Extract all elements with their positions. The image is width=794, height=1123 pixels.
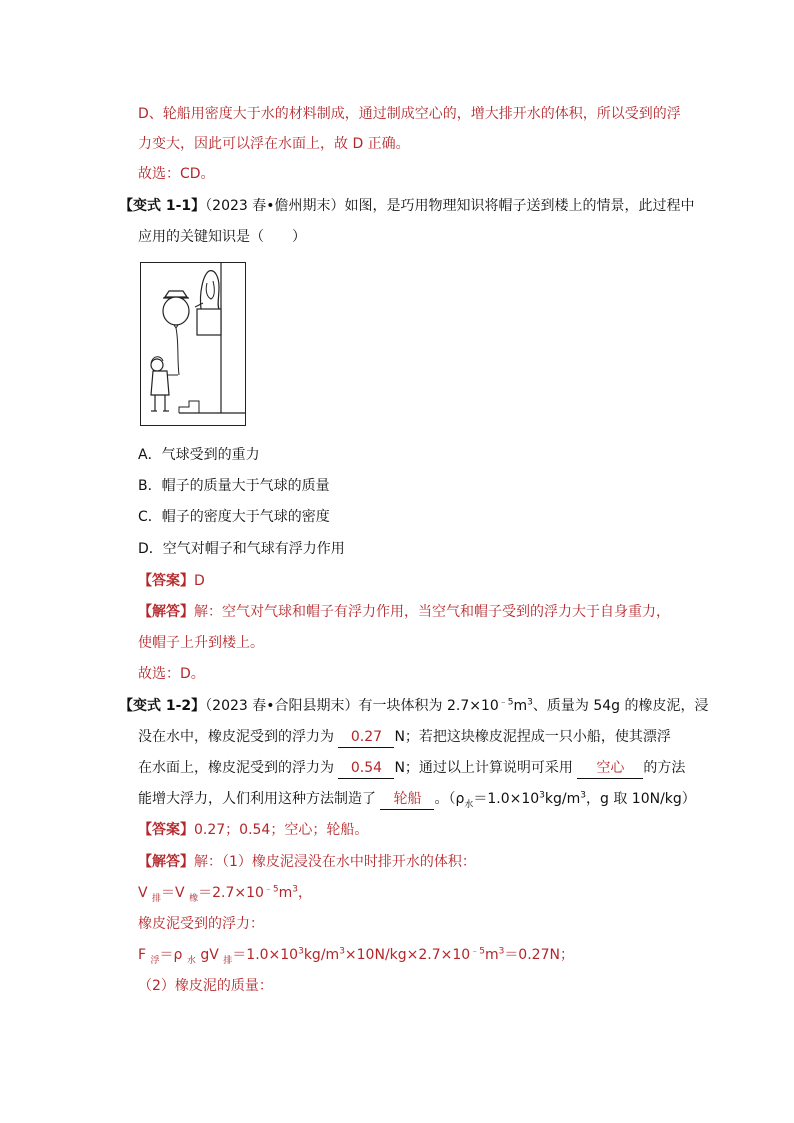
subscript: 水 [464,799,474,810]
blank-answer: 0.54 [350,760,383,776]
question-text: N；通过以上计算说明可采用 [394,760,573,776]
option-c: C．帽子的密度大于气球的密度 [138,509,330,525]
question-text-line [138,758,685,779]
analysis-text: （2）橡皮泥的质量： [138,978,273,994]
exponent: 3 [498,946,505,957]
formula-volume [138,883,312,903]
unit: m [484,947,499,963]
question-stem [119,196,695,216]
exponent: 3 [580,790,586,801]
question-text: 应用的关键知识是（ ） [138,229,306,245]
balloon-hat-illustration [140,262,246,426]
formula-part: ， [298,885,313,901]
question-source: （2023 春•儋州期末） [205,198,345,214]
fill-blank-3 [577,758,643,779]
answer-analysis-line: 力变大，因此可以浮在水面上，故 D 正确。 [138,136,410,152]
unit: kg/m [544,791,581,807]
question-text: ＝1.0×10 [473,791,540,807]
question-tag: 【变式 1-1】 [119,198,206,214]
question-text-line [138,727,671,748]
formula-part: ×10N/kg×2.7×10 [344,947,471,963]
formula-part: ＝2.7×10 [198,885,264,901]
exponent: 3 [339,946,345,957]
question-text: 的方法 [643,760,686,776]
analysis-row [138,852,476,872]
formula-part: gV [195,947,224,963]
analysis-text: 解：（1）橡皮泥浸没在水中时排开水的体积： [194,854,476,870]
subscript: 浮 [150,955,160,966]
question-text: 没在水中，橡皮泥受到的浮力为 [138,729,334,745]
fill-blank-4 [380,789,434,810]
unit: m [278,885,293,901]
formula-part: F [138,947,151,963]
fill-blank-2 [338,758,394,779]
option-a: A．气球受到的重力 [138,447,260,463]
blank-answer: 空心 [596,760,625,776]
answer-row [138,820,368,840]
question-text: 、质量为 54g 的橡皮泥，浸 [532,698,709,714]
unit: kg/m [303,947,340,963]
exponent: 3 [527,697,533,708]
answer-label: 【答案】 [138,822,194,838]
answer-row [138,571,205,591]
question-tag: 【变式 1-2】 [119,698,206,714]
exponent: ﹣5 [470,946,485,957]
exponent: ﹣5 [263,884,279,895]
formula-buoyancy [138,945,574,965]
formula-part: ＝1.0×10 [232,947,299,963]
fill-blank-1 [338,727,394,748]
subscript: 排 [152,893,162,904]
formula-part: ＝0.27N； [504,947,574,963]
formula-part: V [138,885,153,901]
answer-analysis-line: D、轮船用密度大于水的材料制成，通过制成空心的，增大排开水的体积，所以受到的浮 [138,106,681,122]
question-text: 能增大浮力，人们利用这种方法制造了 [138,791,376,807]
formula-part: ＝ρ [159,947,187,963]
formula-part: ＝V [161,885,190,901]
answer-value: D [194,573,205,589]
analysis-text: 使帽子上升到楼上。 [138,635,264,651]
question-text: 有一块体积为 2.7×10 [358,698,499,714]
question-text: 。（ρ [434,791,465,807]
subscript: 橡 [189,893,199,904]
analysis-row [138,602,670,622]
option-d: D．空气对帽子和气球有浮力作用 [138,541,345,557]
analysis-label: 【解答】 [138,854,194,870]
blank-answer: 0.27 [350,729,383,745]
final-choice: 故选：D。 [138,666,205,682]
question-source: （2023 春•合阳县期末） [205,698,359,714]
option-b: B．帽子的质量大于气球的质量 [138,478,330,494]
question-text: 在水面上，橡皮泥受到的浮力为 [138,760,334,776]
question-text: 如图，是巧用物理知识将帽子送到楼上的情景，此过程中 [344,198,695,214]
subscript: 排 [223,955,233,966]
blank-answer: 轮船 [393,791,422,807]
final-choice: 故选：CD。 [138,166,215,182]
figure-drawing [141,263,245,425]
question-text: N；若把这块橡皮泥捏成一只小船，使其漂浮 [394,729,671,745]
answer-value: 0.27；0.54；空心；轮船。 [194,822,369,838]
answer-label: 【答案】 [138,573,194,589]
analysis-text: 橡皮泥受到的浮力： [138,916,264,932]
unit: m [513,698,528,714]
exponent: 3 [298,946,304,957]
analysis-text: 解：空气对气球和帽子有浮力作用，当空气和帽子受到的浮力大于自身重力， [194,604,670,620]
question-text: ，g 取 10N/kg） [586,791,696,807]
question-text-line [138,789,696,810]
subscript: 水 [186,955,196,966]
question-stem [119,696,709,716]
exponent: 3 [292,884,299,895]
exponent: 3 [539,790,545,801]
analysis-label: 【解答】 [138,604,194,620]
exponent: ﹣5 [498,697,514,708]
